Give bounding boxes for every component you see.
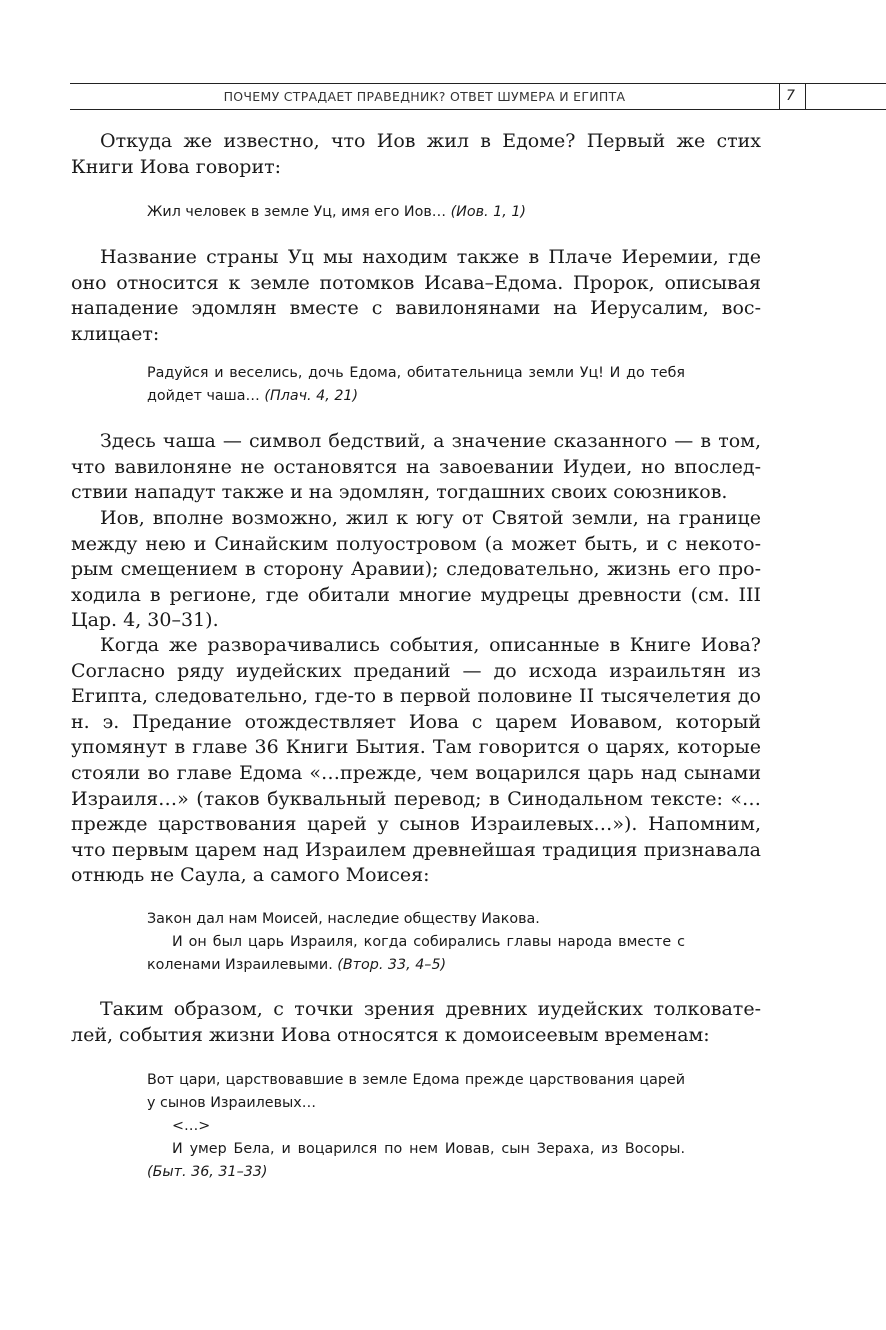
quote-job — [147, 201, 685, 224]
quote-lamentations — [147, 362, 685, 408]
quote-citation: (Втор. 33, 4–5) — [337, 957, 447, 973]
page-number: 7 — [786, 88, 795, 104]
quote-line — [147, 931, 685, 977]
quote-line: Вот цари, царствовавшие в земле Едома прежде царствования царей у сынов Израилевых… — [147, 1072, 685, 1111]
running-header — [70, 83, 886, 110]
paragraph-5: Когда же разворачивались события, описанные в Книге Иова? Согласно ряду иудейских преданий — до исхода израильтян из Египта, следовательно, где-то в первой половине II тысячелетия до н. э. Предание отождествляет Иова с царем Иовавом, который упомянут в главе 36 Книги Бытия. Там говорится о царях, которые стояли во главе Едома «…прежде, чем воцарился царь над сынами Израиля…» (таков буквальный перевод; в Синодальном тексте: «…прежде царствования царей у сынов Израилевых…»). Напомним, что первым царем над Израилем древнейшая традиция признавала отнюдь не Саула, а самого Моисея: — [71, 634, 761, 887]
quote-genesis — [147, 1069, 685, 1184]
running-header-title: ПОЧЕМУ СТРАДАЕТ ПРАВЕДНИК? ОТВЕТ ШУМЕРА И ЕГИПТА — [223, 89, 626, 104]
quote-citation: (Быт. 36, 31–33) — [147, 1164, 268, 1180]
header-divider — [779, 84, 780, 109]
quote-deuteronomy — [147, 908, 685, 977]
header-divider — [805, 84, 806, 109]
quote-text: И умер Бела, и воцарился по нем Иовав, сын Зераха, из Восоры. — [172, 1141, 685, 1157]
quote-text: Радуйся и веселись, дочь Едома, обитательница земли Уц! И до тебя дойдет чаша… — [147, 365, 685, 404]
paragraph-3: Здесь чаша — символ бедствий, а значение сказанного — в том, что вавилоняне не остановятся на завоевании Иудеи, но впоследствии нападут также и на эдомлян, тогдашних своих союзников. — [71, 430, 761, 504]
paragraph-4: Иов, вполне возможно, жил к югу от Святой земли, на границе между нею и Синайским полуостровом (а может быть, и с некоторым смещением в сторону Аравии); следовательно, жизнь его проходила в регионе, где обитали многие мудрецы древности (см. III Цар. 4, 30–31). — [71, 507, 761, 632]
quote-text: И он был царь Израиля, когда собирались главы народа вместе с коленами Израилевыми. — [147, 934, 685, 973]
paragraph-2: Название страны Уц мы находим также в Плаче Иеремии, где оно относится к земле потомков Исава–Едома. Пророк, описывая нападение эдомлян вместе с вавилонянами на Иерусалим, восклицает: — [71, 246, 761, 345]
quote-text: Жил человек в земле Уц, имя его Иов… — [147, 204, 451, 220]
quote-citation: (Иов. 1, 1) — [450, 204, 527, 220]
quote-line — [147, 1138, 685, 1184]
paragraph-6: Таким образом, с точки зрения древних иудейских толкователей, события жизни Иова относятся к домоисеевым временам: — [71, 998, 761, 1046]
quote-line: <…> — [172, 1118, 211, 1134]
quote-line: Закон дал нам Моисей, наследие обществу Иакова. — [147, 911, 540, 927]
quote-citation: (Плач. 4, 21) — [264, 388, 359, 404]
paragraph-1: Откуда же известно, что Иов жил в Едоме? Первый же стих Книги Иова говорит: — [71, 130, 761, 178]
